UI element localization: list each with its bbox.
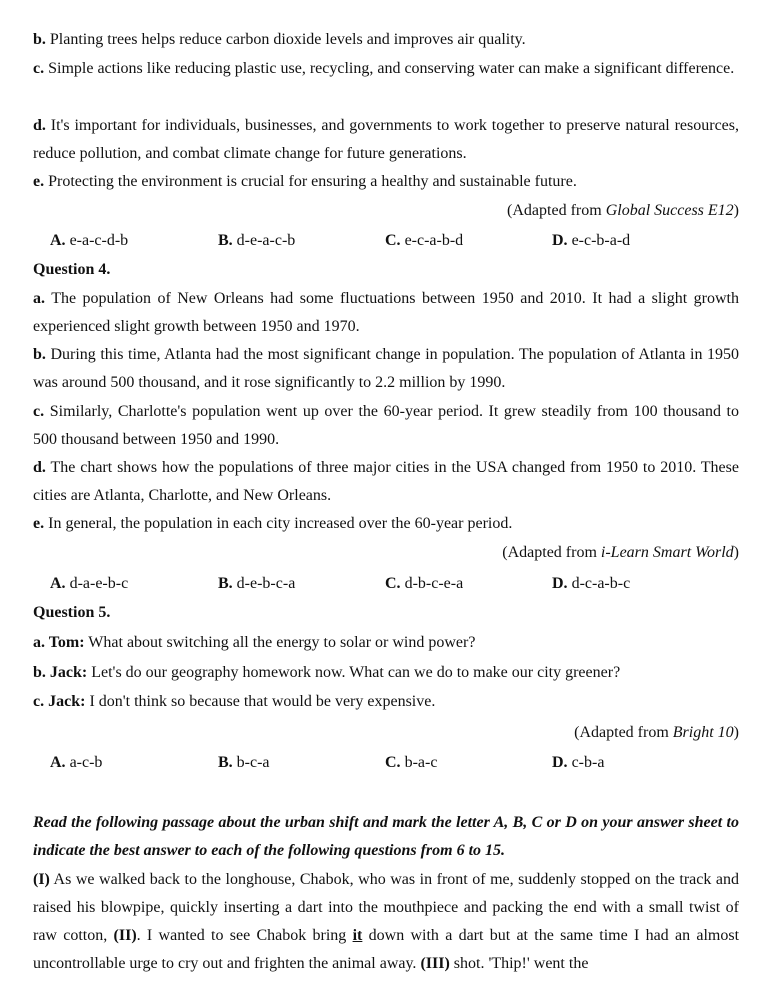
- q5-option-c[interactable]: [385, 753, 437, 773]
- passage-text: As we walked back to the longhouse, Chabok, who was in front of me, suddenly stopped on the track and raised his blowpipe, quickly inserting a dart into the mouthpiece and packing the end with a small twist of raw cotton,: [33, 871, 739, 944]
- item-text: The population of New Orleans had some fluctuations between 1950 and 2010. It had a slight growth experienced slight growth between 1950 and 1970.: [33, 290, 739, 335]
- paragraph-marker-ii: (II): [113, 927, 137, 944]
- source-suffix: ): [733, 724, 739, 741]
- item-label: b.: [33, 31, 46, 48]
- option-value: d-e-b-c-a: [236, 575, 296, 592]
- option-letter: C.: [385, 232, 401, 249]
- q3-option-b[interactable]: [218, 231, 295, 251]
- source-title: i-Learn Smart World: [600, 544, 734, 561]
- q4-heading: Question 4.: [33, 261, 111, 278]
- item-label: b. Jack:: [33, 664, 88, 681]
- option-value: d-e-a-c-b: [236, 232, 296, 249]
- source-suffix: ): [733, 544, 739, 561]
- passage-text: . I wanted to see Chabok bring: [136, 927, 353, 944]
- option-letter: D.: [552, 754, 568, 771]
- paragraph-marker-i: (I): [33, 871, 50, 888]
- item-text: Let's do our geography homework now. What can we do to make our city greener?: [91, 664, 621, 681]
- source-prefix: (Adapted from: [574, 724, 673, 741]
- item-label: a.: [33, 290, 45, 307]
- item-text: The chart shows how the populations of three major cities in the USA changed from 1950 to 2010. These cities are Atlanta, Charlotte, and New Orleans.: [33, 459, 739, 504]
- item-text: I don't think so because that would be very expensive.: [89, 693, 436, 710]
- option-letter: A.: [50, 575, 66, 592]
- passage-text: down with a dart but at the same time I had an almost uncontrollable urge to cry out and frighten the animal away.: [33, 927, 740, 972]
- option-value: e-c-a-b-d: [404, 232, 464, 249]
- option-letter: B.: [218, 754, 233, 771]
- q4-item-d: [33, 454, 739, 510]
- source-title: Global Success E12: [605, 202, 734, 219]
- option-value: d-a-e-b-c: [69, 575, 129, 592]
- q3-option-d[interactable]: [552, 231, 630, 251]
- q3-item-c: [33, 55, 739, 83]
- item-label: c.: [33, 60, 45, 77]
- q4-item-e: [33, 510, 739, 538]
- q5-heading: Question 5.: [33, 604, 111, 621]
- source-prefix: (Adapted from: [502, 544, 601, 561]
- option-value: c-b-a: [571, 754, 605, 771]
- option-value: b-c-a: [236, 754, 270, 771]
- q3-item-b: [33, 26, 739, 54]
- q4-item-c: [33, 398, 739, 454]
- reading-passage: [33, 866, 739, 978]
- item-label: d.: [33, 459, 46, 476]
- q5-item-c: [33, 692, 739, 712]
- option-letter: C.: [385, 754, 401, 771]
- option-value: d-b-c-e-a: [404, 575, 464, 592]
- item-text: What about switching all the energy to solar or wind power?: [88, 634, 476, 651]
- q3-option-a[interactable]: [50, 231, 128, 251]
- q4-source: [33, 543, 739, 563]
- q3-item-e: [33, 168, 739, 196]
- q5-option-d[interactable]: [552, 753, 604, 773]
- item-text: It's important for individuals, businesses, and governments to work together to preserve natural resources, reduce pollution, and combat climate change for future generations.: [33, 117, 739, 162]
- option-letter: D.: [552, 232, 568, 249]
- item-text: Simple actions like reducing plastic use, recycling, and conserving water can make a significant difference.: [48, 60, 735, 77]
- paragraph-marker-iii: (III): [420, 955, 450, 972]
- item-label: c. Jack:: [33, 693, 86, 710]
- q4-item-a: [33, 285, 739, 341]
- item-text: Similarly, Charlotte's population went up over the 60-year period. It grew steadily from 100 thousand to 500 thousand between 1950 and 1990.: [33, 403, 739, 448]
- option-value: d-c-a-b-c: [571, 575, 631, 592]
- item-label: e.: [33, 515, 45, 532]
- q4-option-b[interactable]: [218, 574, 295, 594]
- item-text: In general, the population in each city increased over the 60-year period.: [48, 515, 513, 532]
- q5-item-b: [33, 663, 739, 683]
- q4-option-c[interactable]: [385, 574, 463, 594]
- q4-option-a[interactable]: [50, 574, 128, 594]
- option-value: e-a-c-d-b: [69, 232, 129, 249]
- reading-instruction: Read the following passage about the urban shift and mark the letter A, B, C or D on your answer sheet to indicate the best answer to each of the following questions from 6 to 15.: [33, 814, 739, 859]
- item-text: During this time, Atlanta had the most significant change in population. The population of Atlanta in 1950 was around 500 thousand, and it rose significantly to 2.2 million by 1990.: [33, 346, 740, 391]
- q3-source: [33, 201, 739, 221]
- source-prefix: (Adapted from: [507, 202, 606, 219]
- q3-option-c[interactable]: [385, 231, 463, 251]
- q5-option-b[interactable]: [218, 753, 270, 773]
- option-value: a-c-b: [69, 754, 103, 771]
- q5-option-a[interactable]: [50, 753, 102, 773]
- option-letter: A.: [50, 232, 66, 249]
- item-label: e.: [33, 173, 45, 190]
- item-label: b.: [33, 346, 46, 363]
- option-letter: B.: [218, 232, 233, 249]
- source-title: Bright 10: [672, 724, 734, 741]
- passage-text: shot. 'Thip!' went the: [449, 955, 589, 972]
- q4-option-d[interactable]: [552, 574, 630, 594]
- underlined-word: it: [352, 927, 363, 944]
- item-label: c.: [33, 403, 45, 420]
- option-letter: B.: [218, 575, 233, 592]
- option-letter: C.: [385, 575, 401, 592]
- q4-item-b: [33, 341, 739, 397]
- option-value: e-c-b-a-d: [571, 232, 631, 249]
- option-letter: A.: [50, 754, 66, 771]
- item-label: d.: [33, 117, 46, 134]
- item-text: Protecting the environment is crucial for ensuring a healthy and sustainable future.: [48, 173, 577, 190]
- item-label: a. Tom:: [33, 634, 85, 651]
- option-value: b-a-c: [404, 754, 438, 771]
- source-suffix: ): [733, 202, 739, 219]
- option-letter: D.: [552, 575, 568, 592]
- q5-source: [33, 723, 739, 743]
- item-text: Planting trees helps reduce carbon dioxide levels and improves air quality.: [49, 31, 526, 48]
- q5-item-a: [33, 633, 739, 653]
- q3-item-d: [33, 112, 739, 168]
